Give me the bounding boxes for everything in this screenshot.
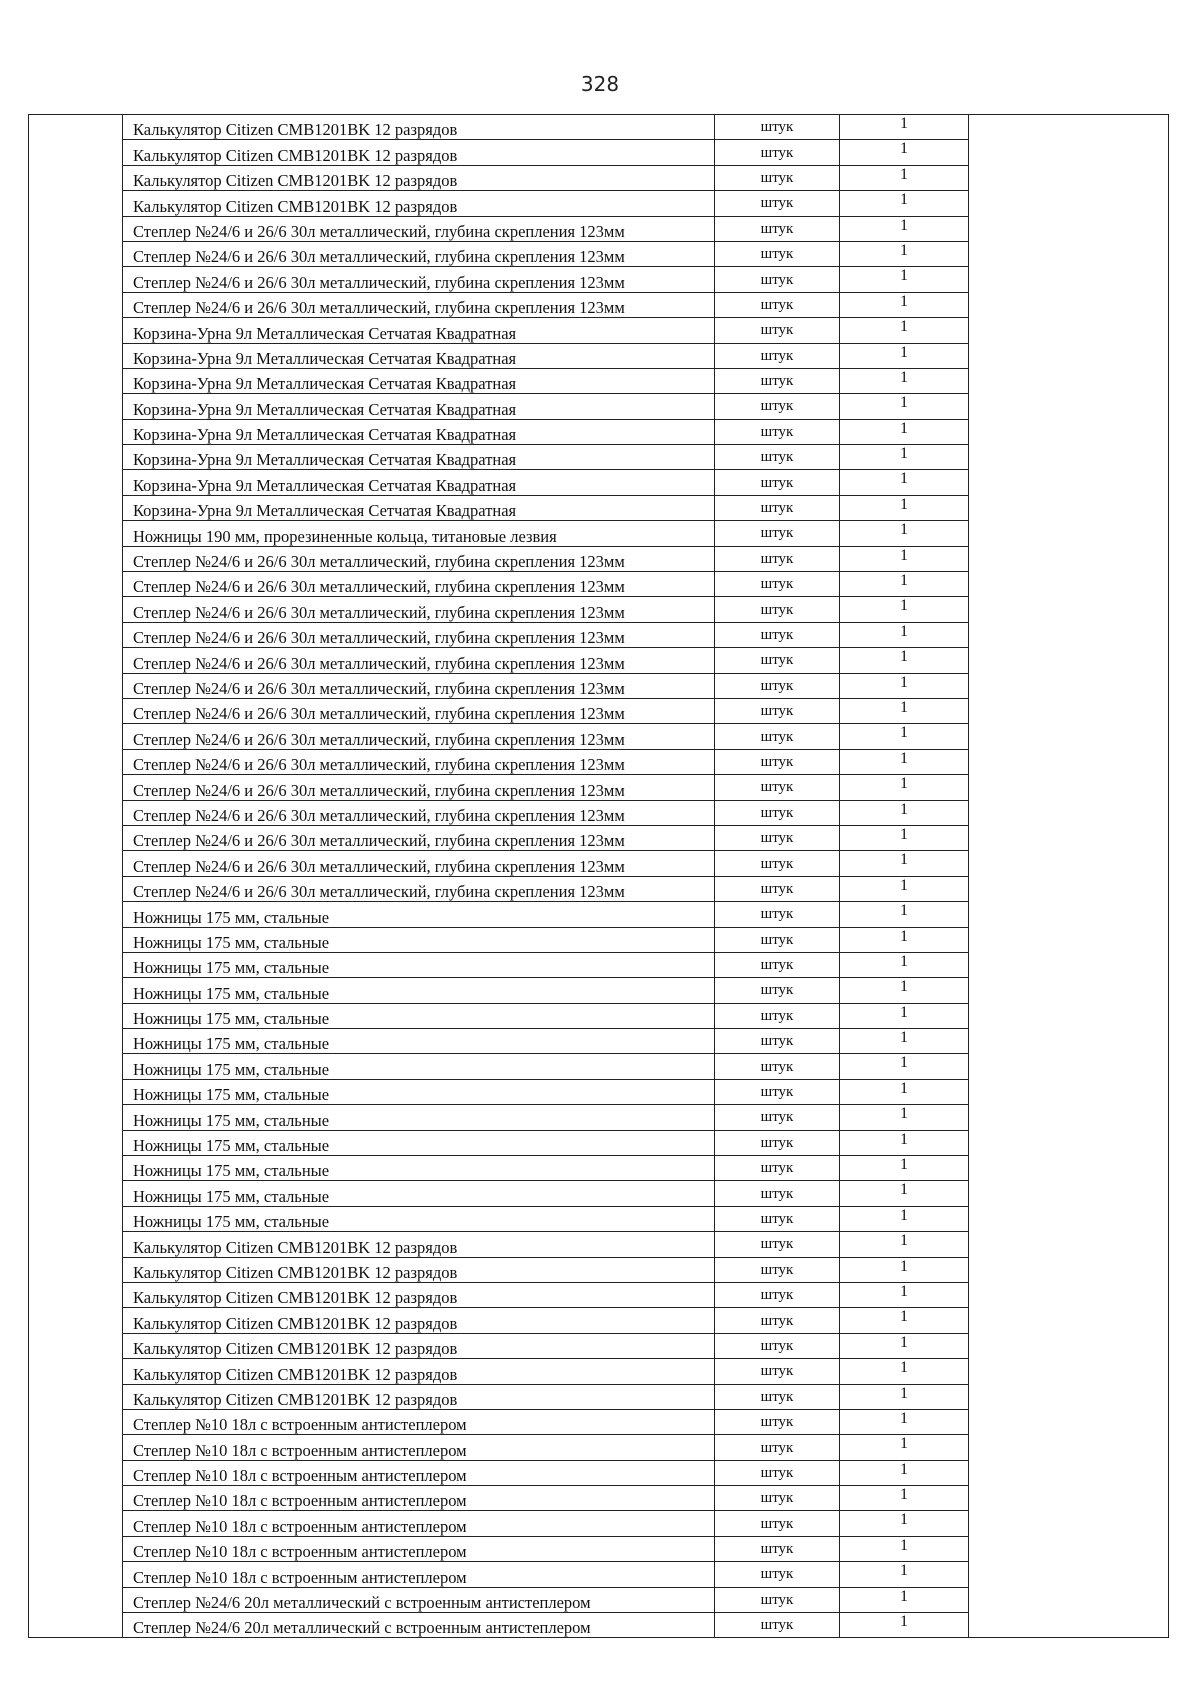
quantity-cell: 1 (840, 267, 969, 292)
unit-cell: штук (715, 749, 840, 774)
unit-cell: штук (715, 1003, 840, 1028)
item-name-cell: Степлер №10 18л с встроенным антистеплером (123, 1435, 715, 1460)
unit-cell: штук (715, 1130, 840, 1155)
quantity-cell: 1 (840, 978, 969, 1003)
item-name-cell: Степлер №24/6 и 26/6 30л металлический, глубина скрепления 123мм (123, 292, 715, 317)
unit-cell: штук (715, 1435, 840, 1460)
unit-cell: штук (715, 546, 840, 571)
quantity-cell: 1 (840, 1156, 969, 1181)
quantity-cell: 1 (840, 1003, 969, 1028)
item-name-cell: Корзина-Урна 9л Металлическая Сетчатая Квадратная (123, 495, 715, 520)
quantity-cell: 1 (840, 216, 969, 241)
quantity-cell: 1 (840, 622, 969, 647)
item-name-cell: Степлер №24/6 и 26/6 30л металлический, глубина скрепления 123мм (123, 546, 715, 571)
unit-cell: штук (715, 800, 840, 825)
item-name-cell: Степлер №24/6 20л металлический с встроенным антистеплером (123, 1587, 715, 1612)
unit-cell: штук (715, 1181, 840, 1206)
unit-cell: штук (715, 1562, 840, 1587)
unit-cell: штук (715, 267, 840, 292)
item-name-cell: Корзина-Урна 9л Металлическая Сетчатая Квадратная (123, 470, 715, 495)
quantity-cell: 1 (840, 419, 969, 444)
unit-cell: штук (715, 1587, 840, 1612)
quantity-cell: 1 (840, 470, 969, 495)
item-name-cell: Корзина-Урна 9л Металлическая Сетчатая Квадратная (123, 368, 715, 393)
quantity-cell: 1 (840, 495, 969, 520)
item-name-cell: Ножницы 175 мм, стальные (123, 978, 715, 1003)
quantity-cell: 1 (840, 1613, 969, 1638)
item-name-cell: Корзина-Урна 9л Металлическая Сетчатая Квадратная (123, 318, 715, 343)
item-name-cell: Степлер №24/6 и 26/6 30л металлический, глубина скрепления 123мм (123, 698, 715, 723)
unit-cell: штук (715, 445, 840, 470)
item-name-cell: Калькулятор Citizen CMB1201BK 12 разрядов (123, 1359, 715, 1384)
unit-cell: штук (715, 1308, 840, 1333)
item-name-cell: Степлер №24/6 и 26/6 30л металлический, глубина скрепления 123мм (123, 825, 715, 850)
quantity-cell: 1 (840, 546, 969, 571)
unit-cell: штук (715, 318, 840, 343)
unit-cell: штук (715, 1079, 840, 1104)
item-name-cell: Степлер №24/6 и 26/6 30л металлический, глубина скрепления 123мм (123, 648, 715, 673)
quantity-cell: 1 (840, 927, 969, 952)
unit-cell: штук (715, 1054, 840, 1079)
unit-cell: штук (715, 1613, 840, 1638)
quantity-cell: 1 (840, 191, 969, 216)
unit-cell: штук (715, 724, 840, 749)
unit-cell: штук (715, 343, 840, 368)
quantity-cell: 1 (840, 724, 969, 749)
quantity-cell: 1 (840, 1181, 969, 1206)
item-name-cell: Степлер №24/6 и 26/6 30л металлический, глубина скрепления 123мм (123, 673, 715, 698)
item-name-cell: Корзина-Урна 9л Металлическая Сетчатая Квадратная (123, 394, 715, 419)
unit-cell: штук (715, 876, 840, 901)
unit-cell: штук (715, 597, 840, 622)
quantity-cell: 1 (840, 115, 969, 140)
item-name-cell: Ножницы 175 мм, стальные (123, 1156, 715, 1181)
quantity-cell: 1 (840, 851, 969, 876)
unit-cell: штук (715, 1333, 840, 1358)
quantity-cell: 1 (840, 241, 969, 266)
unit-cell: штук (715, 1486, 840, 1511)
item-name-cell: Степлер №24/6 и 26/6 30л металлический, глубина скрепления 123мм (123, 775, 715, 800)
item-name-cell: Ножницы 175 мм, стальные (123, 952, 715, 977)
quantity-cell: 1 (840, 368, 969, 393)
table-row (29, 115, 1169, 140)
page-number: 328 (580, 72, 620, 96)
quantity-cell: 1 (840, 1460, 969, 1485)
quantity-cell: 1 (840, 1206, 969, 1231)
item-name-cell: Корзина-Урна 9л Металлическая Сетчатая Квадратная (123, 419, 715, 444)
unit-cell: штук (715, 902, 840, 927)
unit-cell: штук (715, 368, 840, 393)
item-name-cell: Степлер №24/6 и 26/6 30л металлический, глубина скрепления 123мм (123, 800, 715, 825)
unit-cell: штук (715, 1206, 840, 1231)
item-name-cell: Калькулятор Citizen CMB1201BK 12 разрядов (123, 115, 715, 140)
item-name-cell: Ножницы 175 мм, стальные (123, 927, 715, 952)
quantity-cell: 1 (840, 673, 969, 698)
item-name-cell: Калькулятор Citizen CMB1201BK 12 разрядов (123, 191, 715, 216)
quantity-cell: 1 (840, 1054, 969, 1079)
item-name-cell: Степлер №24/6 и 26/6 30л металлический, глубина скрепления 123мм (123, 597, 715, 622)
unit-cell: штук (715, 495, 840, 520)
item-name-cell: Ножницы 175 мм, стальные (123, 1054, 715, 1079)
quantity-cell: 1 (840, 1232, 969, 1257)
quantity-cell: 1 (840, 749, 969, 774)
quantity-cell: 1 (840, 1359, 969, 1384)
item-name-cell: Степлер №24/6 и 26/6 30л металлический, глубина скрепления 123мм (123, 216, 715, 241)
item-name-cell: Калькулятор Citizen CMB1201BK 12 разрядов (123, 1308, 715, 1333)
item-name-cell: Ножницы 175 мм, стальные (123, 1130, 715, 1155)
quantity-cell: 1 (840, 775, 969, 800)
item-name-cell: Ножницы 175 мм, стальные (123, 1181, 715, 1206)
unit-cell: штук (715, 1460, 840, 1485)
unit-cell: штук (715, 698, 840, 723)
unit-cell: штук (715, 1536, 840, 1561)
unit-cell: штук (715, 1282, 840, 1307)
item-name-cell: Корзина-Урна 9л Металлическая Сетчатая Квадратная (123, 445, 715, 470)
item-name-cell: Калькулятор Citizen CMB1201BK 12 разрядов (123, 1333, 715, 1358)
unit-cell: штук (715, 952, 840, 977)
unit-cell: штук (715, 521, 840, 546)
unit-cell: штук (715, 622, 840, 647)
index-column-cell (29, 115, 123, 1638)
notes-column-cell (969, 115, 1169, 1638)
item-name-cell: Корзина-Урна 9л Металлическая Сетчатая Квадратная (123, 343, 715, 368)
unit-cell: штук (715, 394, 840, 419)
item-name-cell: Ножницы 190 мм, прорезиненные кольца, титановые лезвия (123, 521, 715, 546)
item-name-cell: Степлер №10 18л с встроенным антистеплером (123, 1511, 715, 1536)
quantity-cell: 1 (840, 572, 969, 597)
quantity-cell: 1 (840, 952, 969, 977)
items-table (28, 114, 1169, 1638)
quantity-cell: 1 (840, 445, 969, 470)
quantity-cell: 1 (840, 1435, 969, 1460)
item-name-cell: Степлер №24/6 и 26/6 30л металлический, глубина скрепления 123мм (123, 749, 715, 774)
quantity-cell: 1 (840, 1105, 969, 1130)
item-name-cell: Ножницы 175 мм, стальные (123, 1003, 715, 1028)
unit-cell: штук (715, 775, 840, 800)
quantity-cell: 1 (840, 343, 969, 368)
item-name-cell: Ножницы 175 мм, стальные (123, 1029, 715, 1054)
quantity-cell: 1 (840, 1029, 969, 1054)
quantity-cell: 1 (840, 1308, 969, 1333)
quantity-cell: 1 (840, 1079, 969, 1104)
unit-cell: штук (715, 927, 840, 952)
item-name-cell: Степлер №24/6 и 26/6 30л металлический, глубина скрепления 123мм (123, 622, 715, 647)
unit-cell: штук (715, 1384, 840, 1409)
quantity-cell: 1 (840, 1511, 969, 1536)
quantity-cell: 1 (840, 648, 969, 673)
item-name-cell: Степлер №24/6 и 26/6 30л металлический, глубина скрепления 123мм (123, 267, 715, 292)
item-name-cell: Калькулятор Citizen CMB1201BK 12 разрядов (123, 1232, 715, 1257)
quantity-cell: 1 (840, 521, 969, 546)
unit-cell: штук (715, 165, 840, 190)
quantity-cell: 1 (840, 1333, 969, 1358)
quantity-cell: 1 (840, 1562, 969, 1587)
item-name-cell: Ножницы 175 мм, стальные (123, 1105, 715, 1130)
quantity-cell: 1 (840, 825, 969, 850)
quantity-cell: 1 (840, 140, 969, 165)
quantity-cell: 1 (840, 876, 969, 901)
item-name-cell: Степлер №24/6 и 26/6 30л металлический, глубина скрепления 123мм (123, 241, 715, 266)
quantity-cell: 1 (840, 292, 969, 317)
unit-cell: штук (715, 1511, 840, 1536)
item-name-cell: Калькулятор Citizen CMB1201BK 12 разрядов (123, 140, 715, 165)
item-name-cell: Степлер №10 18л с встроенным антистеплером (123, 1486, 715, 1511)
item-name-cell: Степлер №10 18л с встроенным антистеплером (123, 1562, 715, 1587)
unit-cell: штук (715, 216, 840, 241)
quantity-cell: 1 (840, 1587, 969, 1612)
item-name-cell: Степлер №24/6 и 26/6 30л металлический, глубина скрепления 123мм (123, 724, 715, 749)
unit-cell: штук (715, 1232, 840, 1257)
unit-cell: штук (715, 825, 840, 850)
quantity-cell: 1 (840, 1384, 969, 1409)
unit-cell: штук (715, 140, 840, 165)
item-name-cell: Степлер №24/6 и 26/6 30л металлический, глубина скрепления 123мм (123, 572, 715, 597)
item-name-cell: Степлер №24/6 и 26/6 30л металлический, глубина скрепления 123мм (123, 851, 715, 876)
quantity-cell: 1 (840, 1282, 969, 1307)
unit-cell: штук (715, 292, 840, 317)
item-name-cell: Степлер №10 18л с встроенным антистеплером (123, 1536, 715, 1561)
item-name-cell: Степлер №10 18л с встроенным антистеплером (123, 1409, 715, 1434)
unit-cell: штук (715, 1359, 840, 1384)
unit-cell: штук (715, 1156, 840, 1181)
quantity-cell: 1 (840, 1130, 969, 1155)
item-name-cell: Ножницы 175 мм, стальные (123, 902, 715, 927)
unit-cell: штук (715, 1257, 840, 1282)
unit-cell: штук (715, 851, 840, 876)
unit-cell: штук (715, 191, 840, 216)
item-name-cell: Степлер №24/6 и 26/6 30л металлический, глубина скрепления 123мм (123, 876, 715, 901)
unit-cell: штук (715, 978, 840, 1003)
unit-cell: штук (715, 1105, 840, 1130)
quantity-cell: 1 (840, 394, 969, 419)
unit-cell: штук (715, 673, 840, 698)
quantity-cell: 1 (840, 597, 969, 622)
item-name-cell: Калькулятор Citizen CMB1201BK 12 разрядов (123, 1282, 715, 1307)
item-name-cell: Ножницы 175 мм, стальные (123, 1079, 715, 1104)
quantity-cell: 1 (840, 1257, 969, 1282)
item-name-cell: Степлер №10 18л с встроенным антистеплером (123, 1460, 715, 1485)
unit-cell: штук (715, 470, 840, 495)
quantity-cell: 1 (840, 1486, 969, 1511)
item-name-cell: Калькулятор Citizen CMB1201BK 12 разрядов (123, 1257, 715, 1282)
items-table-body (29, 115, 1169, 1638)
unit-cell: штук (715, 419, 840, 444)
item-name-cell: Калькулятор Citizen CMB1201BK 12 разрядов (123, 1384, 715, 1409)
unit-cell: штук (715, 1409, 840, 1434)
quantity-cell: 1 (840, 318, 969, 343)
item-name-cell: Степлер №24/6 20л металлический с встроенным антистеплером (123, 1613, 715, 1638)
quantity-cell: 1 (840, 698, 969, 723)
item-name-cell: Калькулятор Citizen CMB1201BK 12 разрядов (123, 165, 715, 190)
unit-cell: штук (715, 1029, 840, 1054)
unit-cell: штук (715, 115, 840, 140)
unit-cell: штук (715, 241, 840, 266)
quantity-cell: 1 (840, 165, 969, 190)
unit-cell: штук (715, 572, 840, 597)
quantity-cell: 1 (840, 1536, 969, 1561)
unit-cell: штук (715, 648, 840, 673)
quantity-cell: 1 (840, 800, 969, 825)
item-name-cell: Ножницы 175 мм, стальные (123, 1206, 715, 1231)
quantity-cell: 1 (840, 1409, 969, 1434)
quantity-cell: 1 (840, 902, 969, 927)
